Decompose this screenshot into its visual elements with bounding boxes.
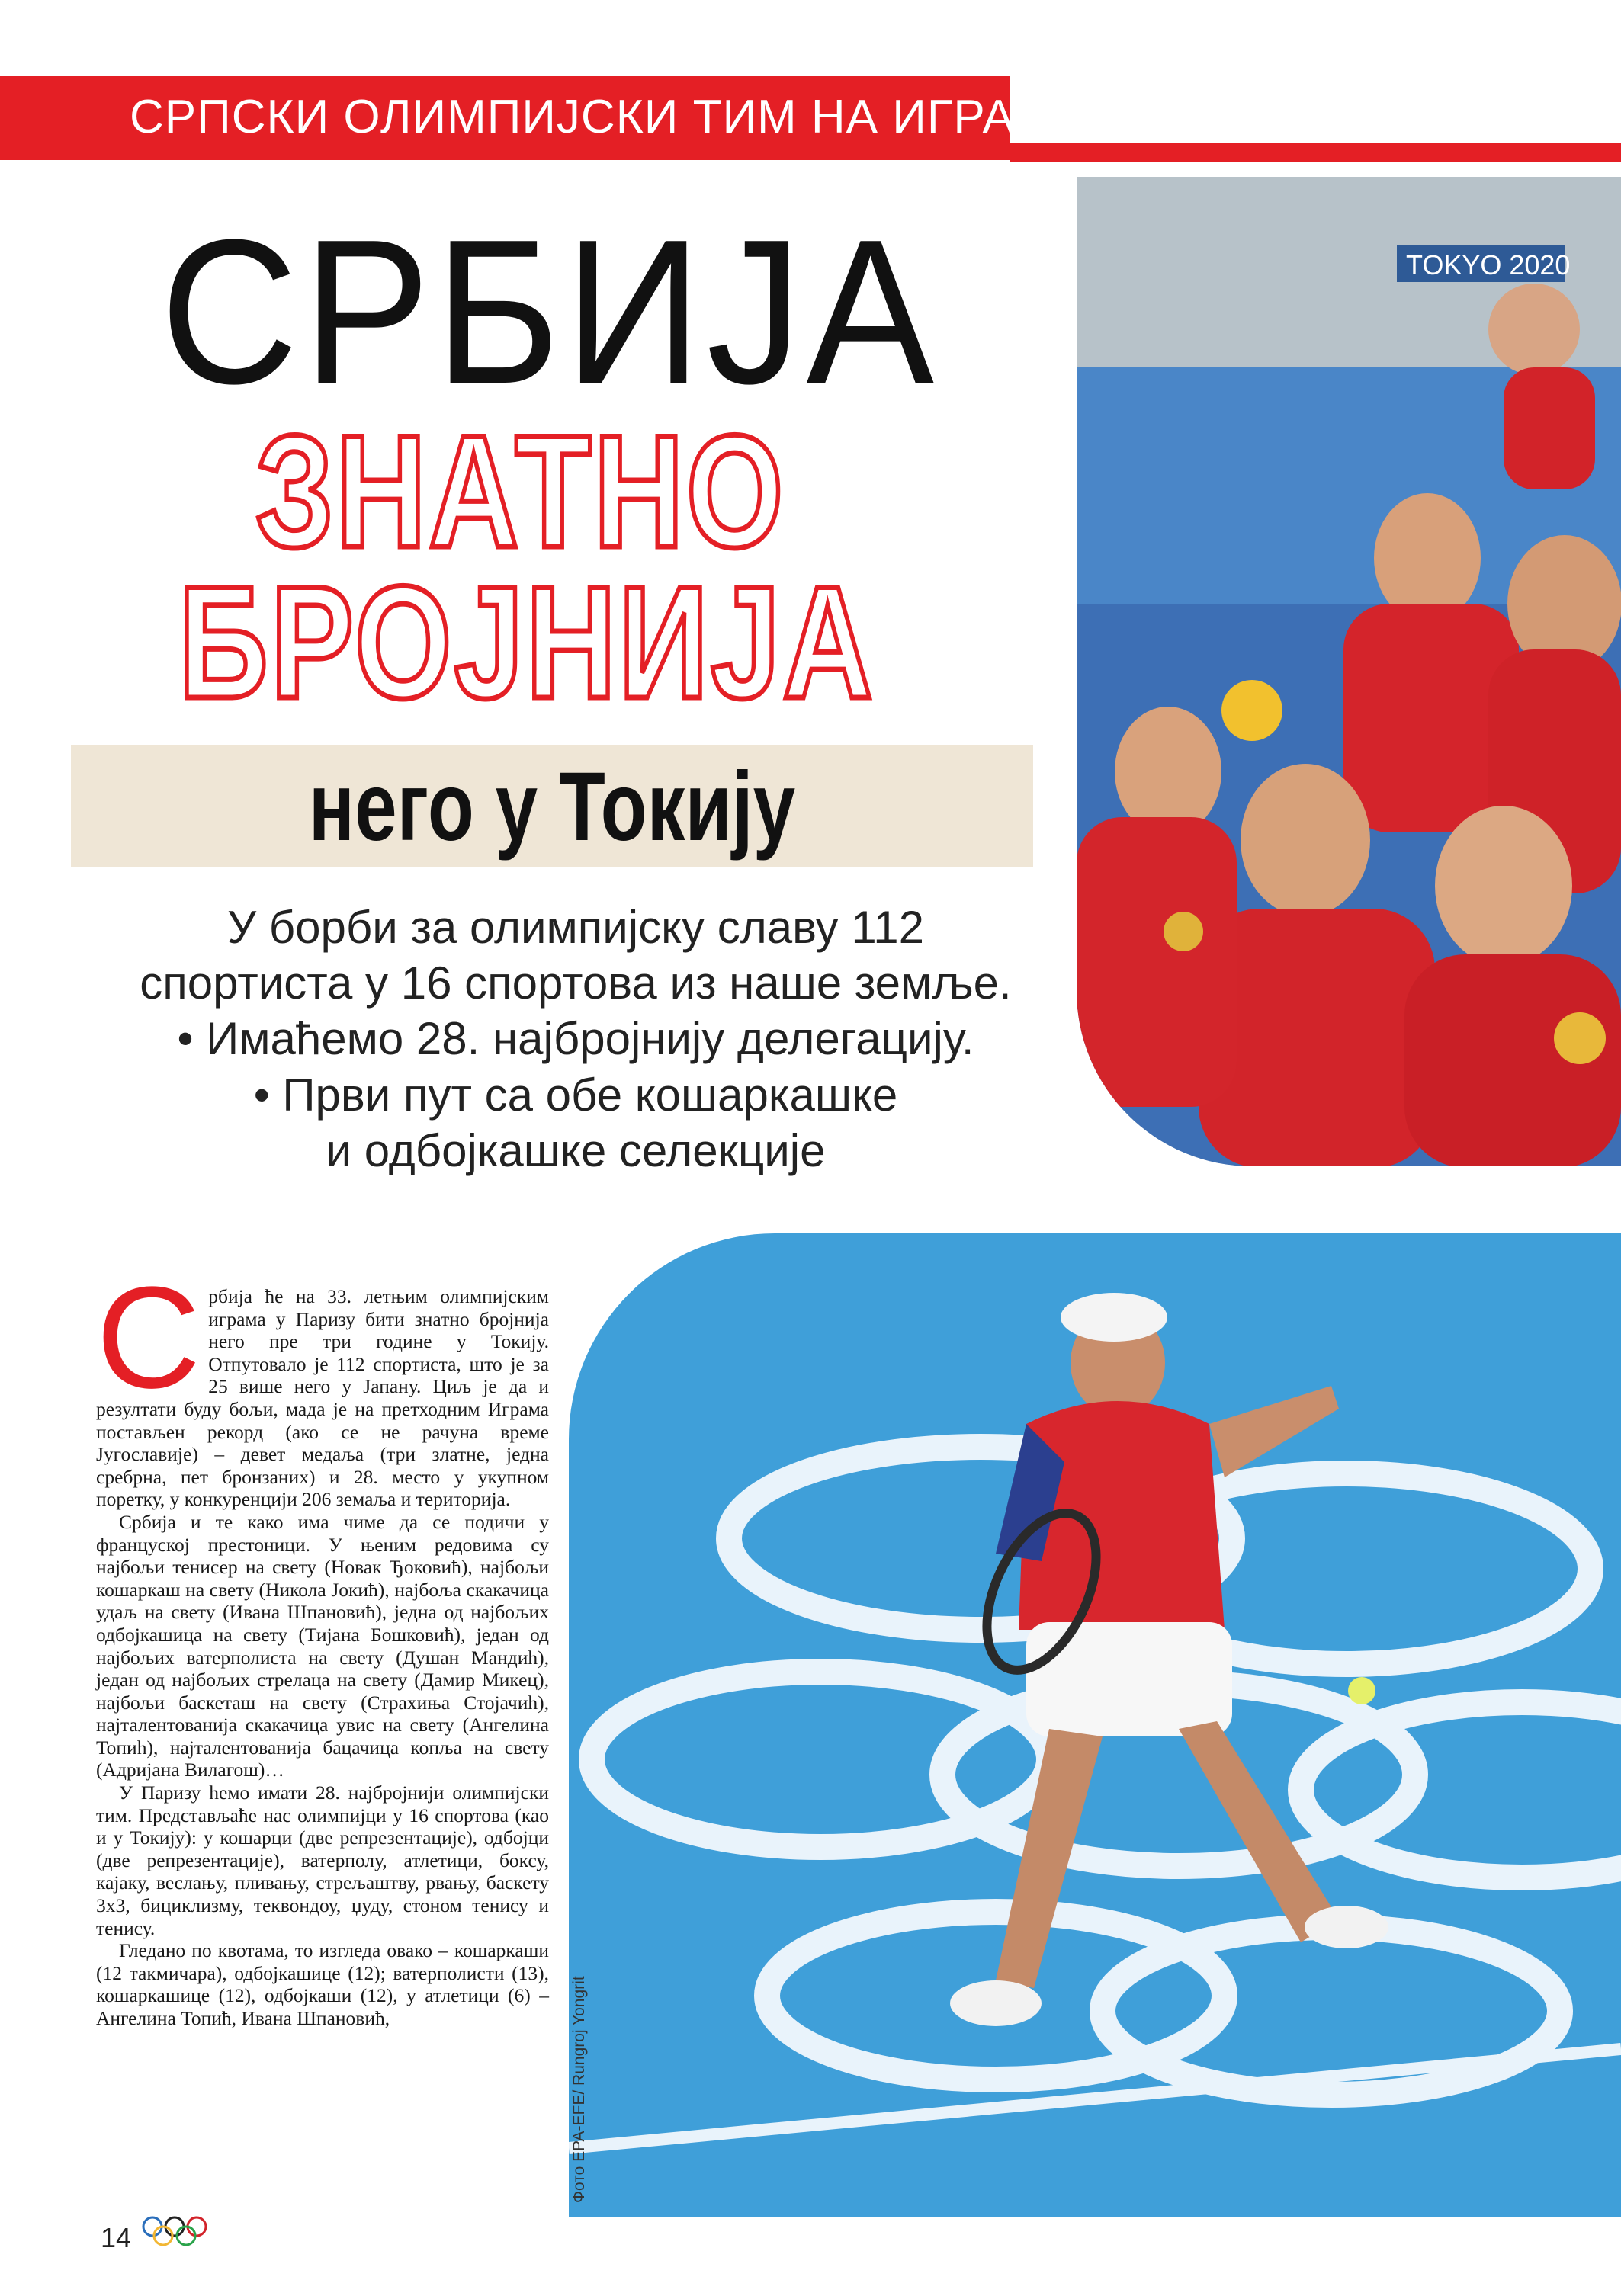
article-paragraph: Србија и те како има чиме да се подичи у француској престоници. У њеним редовима су најбољи тенисер на свету (Новак Ђоковић), најбољи кошаркаш на свету (Никола Јокић), најбоља скакачица удаљ на свету (Ивана Шпановић), једна од најбољих одбојкашица на свету (Тијана Бошковић), један од најбољих ватерполиста на свету (Душан Мандић), један од најбољих стрелаца на свету (Дамир Микец), најбољи баскеташ на свету (Страхиња Стојачић), најталентованија скакачица увис на свету (Ангелина Топић), најталентованија бацачица копља на свету (Адријана Вилагош)… — [96, 1510, 549, 1781]
article-paragraph: Гледано по квотама, то изгледа овако – кошаркаши (12 такмичара), одбојкашице (12); ватерполисти (13), кошаркашице (12), одбојкаши (12), у атлетици (6) – Ангелина Топић, Ивана Шпановић, — [96, 1939, 549, 2029]
tokyo-banner-text: TOKYO 2020 — [1406, 249, 1571, 281]
section-title: СРПСКИ ОЛИМПИЈСКИ ТИМ НА ИГРАМА 2024. — [130, 91, 1224, 143]
lead-line: • Имаћемо 28. најбројнију делегацију. — [177, 1013, 974, 1065]
article-paragraph: У Паризу ћемо имати 28. најбројнији олимпијски тим. Представљаће нас олимпијци у 16 спортова (као и у Токију): у кошарци (две репрезентације), одбојци (две репрезентације), ватерполу, атлетици, боксу, кајаку, веслању, пливању, стрељаштву, рвању, баскету 3х3, бициклизму, теквондоу, џуду, стоном тенису и тенису. — [96, 1781, 549, 1939]
headline-main: СРБИЈА — [160, 197, 939, 427]
lead-line: спортиста у 16 спортова из наше земље. — [140, 957, 1012, 1009]
article-body — [96, 1257, 549, 2030]
drop-cap: С — [96, 1257, 201, 1419]
section-header-band-extension — [1010, 143, 1621, 162]
lead-line: и одбојкашке селекције — [326, 1124, 826, 1176]
lead-line: • Први пут са обе кошаркашке — [253, 1069, 898, 1121]
headline-subtitle: него у Токију — [308, 752, 796, 861]
lead-line: У борби за олимпијску славу 112 — [226, 902, 924, 953]
tennis-player-photo — [569, 1233, 1621, 2217]
page-number: 14 — [101, 2222, 132, 2253]
olympic-rings-icon — [140, 2214, 209, 2248]
subtitle-bar — [71, 745, 1033, 867]
article-paragraph: рбија ће на 33. летњим олимпијским играма у Паризу бити знатно бројнија него пре три године у Токију. Отпутовало је 112 спортиста, што је за 25 више него у Јапану. Циљ је да и резултати буду бољи, мада је на претходним Играма постављен рекорд (ако се не рачуна време Југославије) – девет медаља (три златне, једна сребрна, пет бронзаних) и 28. место у укупном поретку, у конкуренцији 206 земаља и територија. — [96, 1285, 549, 1511]
headline-outline-line1: ЗНАТНО — [255, 402, 786, 581]
lead-paragraph — [76, 899, 1075, 1178]
team-celebration-photo — [1077, 177, 1621, 1166]
headline-outline-line2: БРОЈНИЈА — [178, 553, 875, 732]
photo-credit: Фото EPA-EFE/ Rungroj Yongrit — [570, 1976, 588, 2203]
